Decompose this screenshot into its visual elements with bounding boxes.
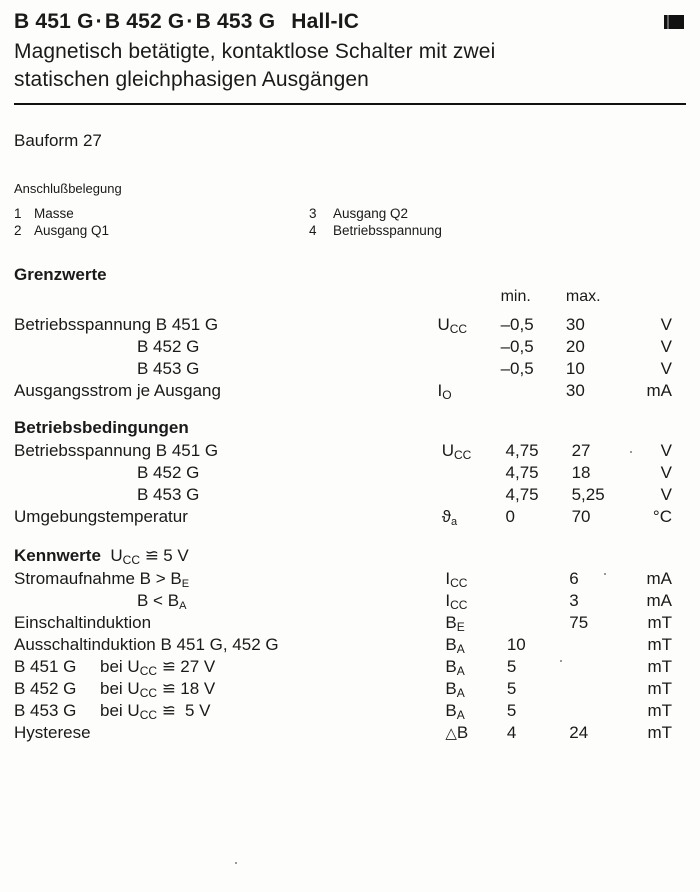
table-row bbox=[14, 678, 686, 700]
param-symbol: BA bbox=[445, 679, 465, 701]
subtitle-line-1: Magnetisch betätigte, kontaktlose Schalter mit zwei bbox=[14, 40, 496, 63]
table-row bbox=[14, 590, 686, 612]
param-symbol: ICC bbox=[445, 591, 468, 613]
param-min: –0,5 bbox=[500, 337, 534, 357]
param-min bbox=[507, 612, 569, 634]
table-row bbox=[14, 612, 686, 634]
param-unit: V bbox=[660, 463, 672, 483]
param-unit: °C bbox=[652, 507, 672, 527]
param-unit: mT bbox=[647, 613, 672, 633]
table-row bbox=[14, 484, 686, 506]
param-desc: B 453 G bbox=[137, 359, 200, 379]
param-max: 20 bbox=[565, 337, 585, 357]
section-heading-text: Kennwerte bbox=[14, 546, 101, 566]
param-max: 24 bbox=[569, 723, 589, 743]
param-desc: B 452 G bbox=[137, 463, 200, 483]
scan-speck bbox=[604, 573, 606, 575]
param-max bbox=[569, 634, 646, 656]
param-unit: mT bbox=[647, 723, 672, 743]
scan-speck bbox=[560, 660, 562, 662]
param-min: 0 bbox=[505, 507, 515, 527]
param-unit: mT bbox=[647, 701, 672, 721]
param-unit: mA bbox=[646, 569, 672, 589]
pinout-table bbox=[14, 205, 686, 239]
param-desc: Umgebungstemperatur bbox=[14, 507, 188, 527]
param-desc: B 452 G bbox=[137, 337, 200, 357]
section-heading-kennwerte bbox=[14, 546, 686, 566]
param-symbol: ϑa bbox=[441, 507, 458, 529]
section-heading-grenzwerte: Grenzwerte bbox=[14, 265, 107, 285]
param-max bbox=[569, 678, 646, 700]
param-symbol: BA bbox=[445, 635, 465, 657]
param-desc: B 453 G bbox=[137, 485, 200, 505]
section-heading-condition: UCC ≌ 5 V bbox=[105, 546, 189, 568]
pin-label: Ausgang Q1 bbox=[34, 223, 110, 239]
page-title bbox=[14, 10, 359, 34]
pin-number: 4 bbox=[309, 223, 317, 239]
param-desc: Stromaufnahme B > BE bbox=[14, 569, 190, 591]
param-desc: Einschaltinduktion bbox=[14, 613, 152, 633]
param-symbol bbox=[437, 358, 500, 380]
param-min: 4 bbox=[506, 723, 517, 743]
pin-label: Betriebsspannung bbox=[333, 223, 442, 239]
param-unit: V bbox=[660, 315, 672, 335]
param-max bbox=[569, 656, 646, 678]
param-max: 6 bbox=[569, 569, 579, 589]
title-separator-2: · bbox=[186, 10, 194, 33]
param-unit: mA bbox=[646, 381, 672, 401]
section-heading-betriebsbedingungen: Betriebsbedingungen bbox=[14, 418, 189, 438]
table-header-row bbox=[14, 287, 686, 307]
param-max: 5,25 bbox=[571, 485, 605, 505]
bauform-label: Bauform 27 bbox=[14, 131, 102, 151]
param-min: 5 bbox=[506, 679, 517, 699]
table-row bbox=[14, 336, 686, 358]
param-unit: V bbox=[660, 441, 672, 461]
param-desc: B 452 G bei UCC ≌ 18 V bbox=[14, 679, 216, 701]
param-max: 30 bbox=[565, 315, 585, 335]
header-divider bbox=[14, 103, 686, 105]
param-unit: mT bbox=[647, 679, 672, 699]
param-unit: V bbox=[660, 485, 672, 505]
pin-number: 3 bbox=[309, 206, 317, 222]
param-symbol: UCC bbox=[441, 441, 472, 463]
table-row bbox=[14, 634, 686, 656]
param-symbol: BA bbox=[445, 657, 465, 679]
pin-label: Ausgang Q2 bbox=[333, 206, 409, 222]
param-symbol bbox=[437, 336, 500, 358]
param-symbol: IO bbox=[437, 381, 452, 403]
param-min: 4,75 bbox=[505, 441, 539, 461]
param-unit: mT bbox=[647, 635, 672, 655]
pinout-heading: Anschlußbelegung bbox=[14, 181, 122, 197]
param-min: 4,75 bbox=[505, 485, 539, 505]
param-max: 3 bbox=[569, 591, 579, 611]
param-desc: Betriebsspannung B 451 G bbox=[14, 441, 219, 461]
param-symbol: BA bbox=[445, 701, 465, 723]
param-desc: B 453 G bei UCC ≌ 5 V bbox=[14, 701, 211, 723]
param-max: 70 bbox=[571, 507, 591, 527]
param-max: 18 bbox=[571, 463, 591, 483]
param-min: –0,5 bbox=[500, 315, 534, 335]
param-min bbox=[507, 590, 569, 612]
page-header bbox=[14, 10, 686, 34]
table-row bbox=[14, 700, 686, 722]
table-row bbox=[14, 380, 686, 402]
table-row bbox=[14, 462, 686, 484]
scan-speck bbox=[235, 862, 237, 864]
param-symbol: BE bbox=[445, 613, 465, 635]
param-desc: Betriebsspannung B 451 G bbox=[14, 315, 219, 335]
param-desc: B 451 G bei UCC ≌ 27 V bbox=[14, 657, 216, 679]
param-symbol bbox=[442, 462, 506, 484]
table-row bbox=[14, 314, 686, 336]
param-desc: Hysterese bbox=[14, 723, 91, 743]
table-row bbox=[14, 722, 686, 744]
param-desc: Ausschaltinduktion B 451 G, 452 G bbox=[14, 635, 279, 655]
param-symbol: ICC bbox=[445, 569, 468, 591]
param-max: 30 bbox=[565, 381, 585, 401]
param-unit: V bbox=[660, 359, 672, 379]
spacer-cell bbox=[437, 287, 500, 307]
param-symbol bbox=[442, 484, 506, 506]
param-max: 10 bbox=[565, 359, 585, 379]
param-max bbox=[569, 700, 646, 722]
param-desc: Ausgangsstrom je Ausgang bbox=[14, 381, 221, 401]
param-min: 4,75 bbox=[505, 463, 539, 483]
param-min: 10 bbox=[506, 635, 526, 655]
pin-label: Masse bbox=[34, 206, 74, 222]
param-max: 75 bbox=[569, 613, 589, 633]
table-betriebsbedingungen bbox=[14, 440, 686, 528]
table-kennwerte bbox=[14, 568, 686, 744]
col-header-min: min. bbox=[500, 288, 531, 306]
table-row bbox=[14, 222, 686, 239]
spacer-cell bbox=[14, 287, 437, 307]
param-min bbox=[501, 380, 566, 402]
black-square-marker-icon bbox=[664, 15, 684, 29]
param-min: 5 bbox=[506, 701, 517, 721]
table-row bbox=[14, 205, 686, 222]
param-max: 27 bbox=[571, 441, 591, 461]
table-row bbox=[14, 440, 686, 462]
page-subtitle bbox=[14, 38, 686, 93]
type-2: B 452 G bbox=[104, 10, 185, 33]
param-desc: B < BA bbox=[137, 591, 187, 613]
col-header-max: max. bbox=[565, 288, 601, 306]
type-3: B 453 G bbox=[195, 10, 276, 33]
param-min bbox=[507, 568, 569, 590]
param-symbol: UCC bbox=[437, 315, 468, 337]
param-min: 5 bbox=[506, 657, 517, 677]
param-unit: mA bbox=[646, 591, 672, 611]
title-separator-1: · bbox=[95, 10, 103, 33]
param-unit: mT bbox=[647, 657, 672, 677]
table-row bbox=[14, 358, 686, 380]
pin-number: 1 bbox=[14, 206, 22, 222]
param-unit: V bbox=[660, 337, 672, 357]
scan-speck bbox=[630, 451, 632, 453]
table-row bbox=[14, 506, 686, 528]
subtitle-line-2: statischen gleichphasigen Ausgängen bbox=[14, 67, 369, 91]
family-label: Hall-IC bbox=[291, 10, 360, 33]
table-grenzwerte bbox=[14, 287, 686, 402]
type-1: B 451 G bbox=[14, 10, 94, 33]
table-row bbox=[14, 568, 686, 590]
param-min: –0,5 bbox=[500, 359, 534, 379]
pin-number: 2 bbox=[14, 223, 22, 239]
table-row bbox=[14, 656, 686, 678]
spacer-cell bbox=[647, 287, 687, 307]
param-symbol: △B bbox=[445, 723, 469, 743]
